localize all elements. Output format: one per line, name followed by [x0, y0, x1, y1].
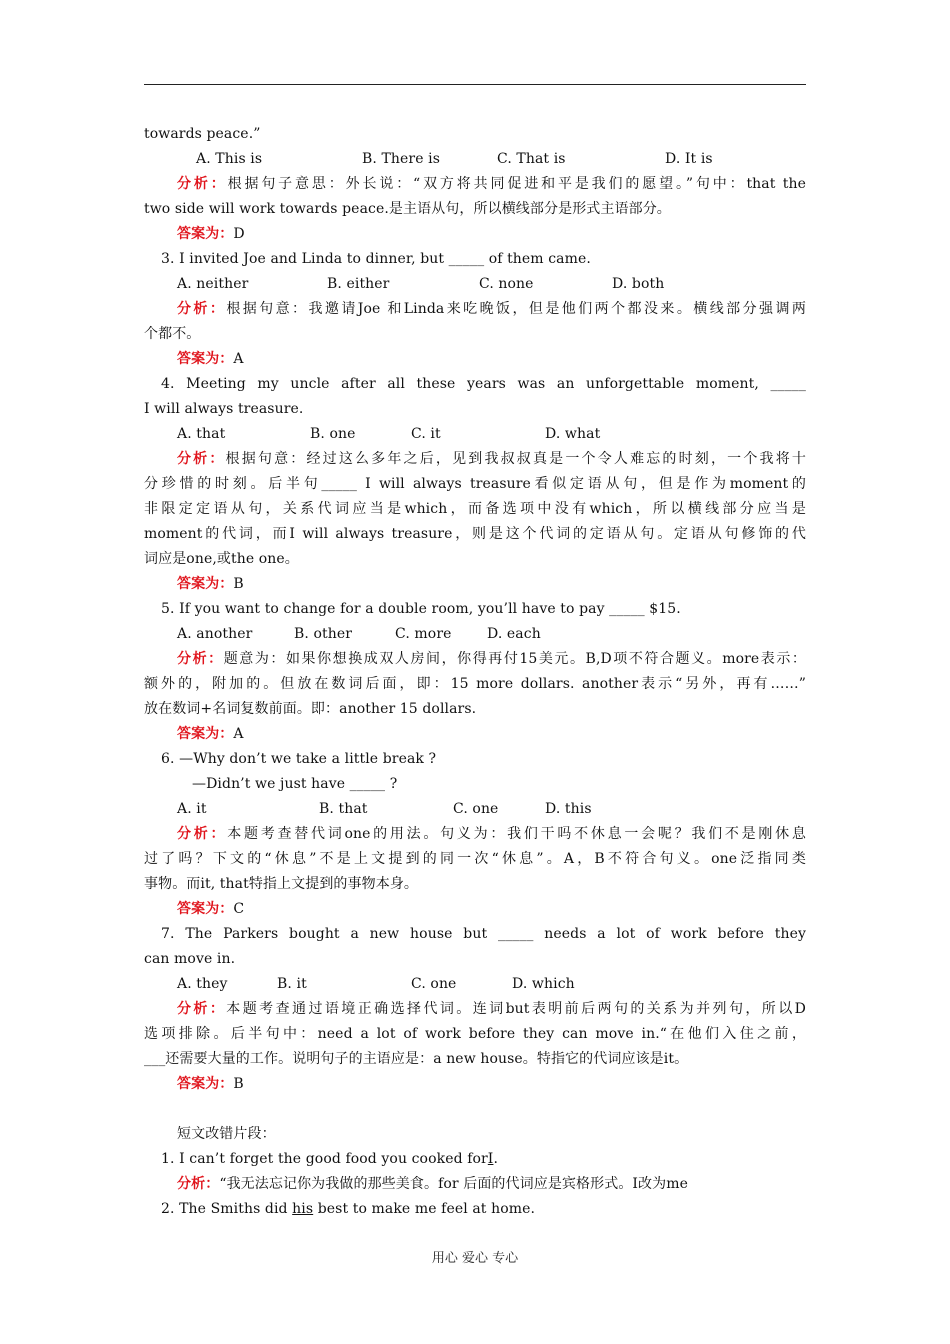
q7-answer — [144, 1072, 806, 1097]
correction-item-1-end: . — [493, 1151, 498, 1167]
q6-answer-value: C — [233, 901, 245, 917]
q2-option-c: C. That is — [497, 151, 566, 167]
q7-analysis-cont-1: 选项排除。后半句中：need a lot of work before they can move in.“在他们入住之前， — [144, 1026, 806, 1042]
q2-stem-continuation: towards peace.” — [144, 126, 261, 142]
correction-item-1 — [144, 1147, 806, 1172]
q3-analysis-text: 根据句意：我邀请Joe 和Linda来吃晚饭，但是他们两个都没来。横线部分强调两 — [226, 301, 806, 317]
q4-answer-value: B — [233, 576, 244, 592]
header-rule — [144, 84, 806, 85]
q2-option-b: B. There is — [362, 151, 441, 167]
q7-analysis — [144, 997, 806, 1022]
correction-item-1-analysis-text: “我无法忘记你为我做的那些美食。for 后面的代词应是宾格形式。I改为me — [219, 1176, 689, 1192]
q2-analysis — [144, 172, 806, 197]
section-gap — [144, 1097, 806, 1122]
q3-option-a: A. neither — [177, 276, 249, 292]
q4-answer — [144, 572, 806, 597]
q7-stem-cont: can move in. — [144, 951, 236, 967]
correction-item-1-text: 1. I can’t forget the good food you cooked for — [161, 1151, 488, 1167]
q7-stem: 7. The Parkers bought a new house but _____ needs a lot of work before they — [161, 926, 806, 942]
q6-analysis-cont-2: 事物。而it, that特指上文提到的事物本身。 — [144, 876, 419, 892]
q3-analysis — [144, 297, 806, 322]
q3-options — [144, 272, 806, 297]
q5-analysis — [144, 647, 806, 672]
q5-option-c: C. more — [395, 626, 452, 642]
answer-label: 答案为： — [177, 351, 234, 367]
correction-item-2-error: his — [292, 1201, 314, 1217]
q5-option-d: D. each — [487, 626, 541, 642]
answer-label: 答案为： — [177, 576, 234, 592]
q7-analysis-text: 本题考查通过语境正确选择代词。连词but表明前后两句的关系为并列句，所以D — [226, 1001, 806, 1017]
q3-stem: 3. I invited Joe and Linda to dinner, but _____ of them came. — [161, 251, 591, 267]
correction-item-2 — [144, 1197, 806, 1222]
q6-answer — [144, 897, 806, 922]
analysis-label: 分析： — [177, 176, 228, 192]
q5-analysis-cont-1: 额外的，附加的。但放在数词后面，即：15 more dollars. another表示“另外，再有……” — [144, 676, 806, 692]
q5-analysis-cont-2: 放在数词+名词复数前面。即：another 15 dollars. — [144, 701, 477, 717]
q4-analysis-cont-4: 词应是one,或the one。 — [144, 551, 299, 567]
q6-options — [144, 797, 806, 822]
q3-answer — [144, 347, 806, 372]
analysis-label: 分析： — [177, 1176, 220, 1192]
q6-option-b: B. that — [319, 801, 368, 817]
q6-stem-cont: —Didn’t we just have _____ ? — [192, 776, 398, 792]
q5-stem: 5. If you want to change for a double room, you’ll have to pay _____ $15. — [161, 601, 681, 617]
analysis-label: 分析： — [177, 826, 228, 842]
q4-option-b: B. one — [310, 426, 356, 442]
q7-analysis-cont-2: ___还需要大量的工作。说明句子的主语应是：a new house。特指它的代词应该是it。 — [144, 1051, 689, 1067]
q7-option-c: C. one — [411, 976, 457, 992]
q2-analysis-text: 根据句子意思：外长说：“双方将共同促进和平是我们的愿望。”句中：that the — [227, 176, 806, 192]
q4-analysis — [144, 447, 806, 472]
q4-option-c: C. it — [411, 426, 441, 442]
q5-answer — [144, 722, 806, 747]
q5-option-a: A. another — [177, 626, 253, 642]
q3-answer-value: A — [233, 351, 244, 367]
q7-option-b: B. it — [277, 976, 307, 992]
q4-analysis-cont-1: 分珍惜的时刻。后半句_____ I will always treasure看似定语从句，但是作为moment的 — [144, 476, 806, 492]
correction-heading: 短文改错片段： — [177, 1126, 276, 1142]
q3-option-b: B. either — [327, 276, 390, 292]
analysis-label: 分析： — [177, 1001, 227, 1017]
q4-analysis-text: 根据句意：经过这么多年之后，见到我叔叔真是一个令人难忘的时刻，一个我将十 — [225, 451, 806, 467]
q6-option-d: D. this — [545, 801, 592, 817]
q4-option-a: A. that — [177, 426, 226, 442]
analysis-label: 分析： — [177, 451, 226, 467]
q3-option-c: C. none — [479, 276, 534, 292]
q6-analysis-text: 本题考查替代词one的用法。句义为：我们干吗不休息一会呢？我们不是刚休息 — [227, 826, 806, 842]
q7-options — [144, 972, 806, 997]
q4-stem-cont: I will always treasure. — [144, 401, 304, 417]
correction-item-1-analysis — [144, 1172, 806, 1197]
q2-answer-value: D — [233, 226, 245, 242]
answer-label: 答案为： — [177, 726, 234, 742]
answer-label: 答案为： — [177, 901, 234, 917]
analysis-label: 分析： — [177, 651, 224, 667]
q2-answer — [144, 222, 806, 247]
answer-label: 答案为： — [177, 226, 234, 242]
page-content — [144, 122, 806, 1222]
q5-analysis-text: 题意为：如果你想换成双人房间，你得再付15美元。B,D项不符合题义。more表示： — [223, 651, 806, 667]
q6-analysis — [144, 822, 806, 847]
answer-label: 答案为： — [177, 1076, 234, 1092]
q4-analysis-cont-2: 非限定定语从句，关系代词应当是which，而备选项中没有which，所以横线部分应当是 — [144, 501, 806, 517]
q5-options — [144, 622, 806, 647]
q7-answer-value: B — [233, 1076, 244, 1092]
q7-option-a: A. they — [177, 976, 228, 992]
q2-option-a: A. This is — [196, 151, 263, 167]
q3-analysis-cont: 个都不。 — [144, 326, 201, 342]
q6-option-a: A. it — [177, 801, 207, 817]
page-footer: 用心 爱心 专心 — [431, 1251, 519, 1266]
q6-option-c: C. one — [453, 801, 499, 817]
q2-analysis-cont: two side will work towards peace.是主语从句，所以横线部分是形式主语部分。 — [144, 201, 671, 217]
q5-answer-value: A — [233, 726, 244, 742]
q4-stem: 4. Meeting my uncle after all these years was an unforgettable moment, _____ — [161, 376, 806, 392]
correction-item-2-end: best to make me feel at home. — [313, 1201, 536, 1217]
q6-stem: 6. —Why don’t we take a little break ? — [161, 751, 437, 767]
q4-options — [144, 422, 806, 447]
q5-option-b: B. other — [294, 626, 353, 642]
q2-option-d: D. It is — [665, 151, 713, 167]
q4-option-d: D. what — [545, 426, 601, 442]
correction-item-1-error: I — [487, 1151, 494, 1167]
q4-analysis-cont-3: moment的代词，而I will always treasure，则是这个代词的定语从句。定语从句修饰的代 — [144, 526, 806, 542]
q6-analysis-cont-1: 过了吗？下文的“休息”不是上文提到的同一次“休息”。A，B不符合句义。one泛指同类 — [144, 851, 806, 867]
q2-options — [144, 147, 806, 172]
q7-option-d: D. which — [512, 976, 575, 992]
q3-option-d: D. both — [612, 276, 665, 292]
correction-item-2-text: 2. The Smiths did — [161, 1201, 293, 1217]
analysis-label: 分析： — [177, 301, 227, 317]
